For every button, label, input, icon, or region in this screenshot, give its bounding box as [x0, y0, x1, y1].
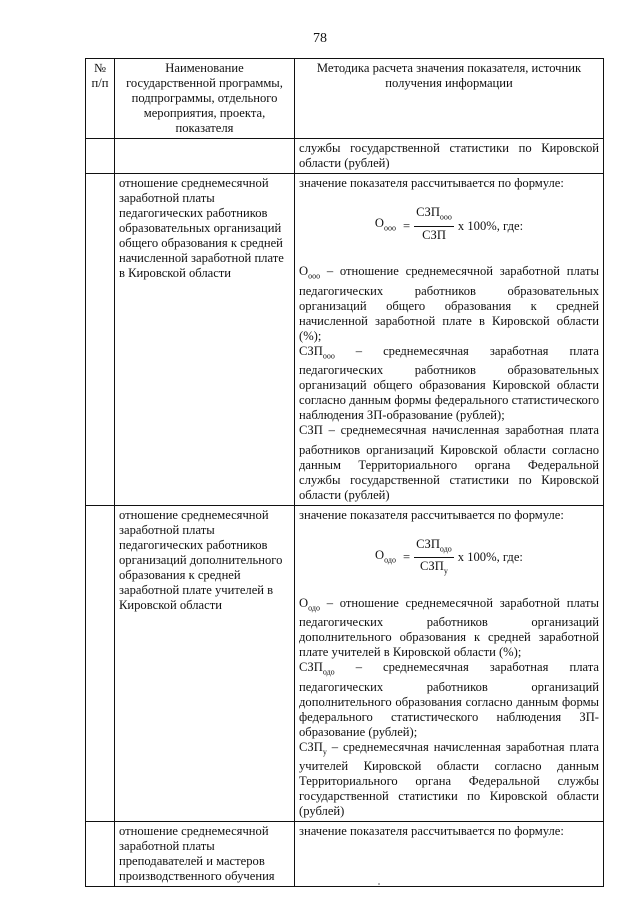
- cell-num: [86, 139, 115, 174]
- cell-num: [86, 174, 115, 506]
- cell-method: [295, 174, 604, 506]
- table-row: [86, 505, 604, 822]
- cell-method: [295, 822, 604, 887]
- formula-intro: значение показателя рассчитывается по формуле:: [299, 176, 564, 190]
- table-row-continuation: [86, 139, 604, 174]
- formula-denominator: $СЗП_у$: [420, 559, 448, 576]
- formula-lhs: $О_{ооо}$: [374, 216, 396, 233]
- formula-equals: =: [403, 550, 411, 565]
- definition: $СЗП_{ооо}$ – среднемесячная заработная плата педагогических работников образовательных организаций общего образования Кировской области согласно данным формы федерального статистического наблюдения ЗП-образование (рублей);: [299, 343, 599, 423]
- indicator-name: отношение среднемесячной заработной платы педагогических работников образовательных организаций общего образования к средней начисленной заработной плате в Кировской области: [115, 174, 295, 506]
- page-number: 78: [313, 31, 327, 46]
- definition: $СЗП_{одо}$ – среднемесячная заработная плата педагогических работников организаций дополнительного образования согласно данным формы федерального статистического наблюдения ЗП-образование (рублей);: [299, 660, 599, 739]
- scan-speck: [378, 883, 380, 885]
- definition: СЗП – среднемесячная начисленная заработная плата работников организаций Кировской области согласно данным Территориального органа Федеральной службы государственной статистики по Кировской области (рублей): [299, 423, 599, 502]
- table-row: [86, 174, 604, 506]
- indicator-table: [85, 58, 604, 887]
- header-method: Методика расчета значения показателя, источник получения информации: [295, 59, 604, 139]
- formula-rest: х 100%, где:: [457, 218, 524, 233]
- indicator-name: отношение среднемесячной заработной платы педагогических работников организаций дополнительного образования к средней заработной плате учителей в Кировской области: [115, 505, 295, 822]
- definition: $О_{ооо}$ – отношение среднемесячной заработной платы педагогических работников образовательных организаций общего образования к средней начисленной заработной плате в Кировской области (%);: [299, 264, 599, 343]
- definition: $СЗП_у$ – среднемесячная начисленная заработная плата учителей Кировской области согласно данным Территориального органа Федеральной службы государственной статистики по Кировской области (рублей): [299, 739, 599, 819]
- table-row: [86, 822, 604, 887]
- formula-rest: х 100%, где:: [457, 550, 523, 565]
- formula-numerator: $СЗП_{одо}$: [414, 537, 454, 559]
- formula-lhs: $О_{одо}$: [375, 547, 396, 565]
- cell-name: [115, 139, 295, 174]
- definition: $О_{одо}$ – отношение среднемесячной заработной платы педагогических работников организаций дополнительного образования к средней заработной плате учителей в Кировской области (%);: [299, 595, 599, 660]
- formula-fraction: [414, 205, 454, 247]
- cell-num: [86, 505, 115, 822]
- cell-method: [295, 505, 604, 822]
- table-header-row: [86, 59, 604, 139]
- formula: [299, 205, 599, 247]
- cell-method-continuation: службы государственной статистики по Кировской области (рублей): [295, 139, 604, 174]
- header-num: № п/п: [86, 59, 115, 139]
- header-name: Наименование государственной программы, подпрограммы, отдельного мероприятия, проекта, показателя: [115, 59, 295, 139]
- indicator-name: отношение среднемесячной заработной платы преподавателей и мастеров производственного обучения: [115, 822, 295, 887]
- cell-num: [86, 822, 115, 887]
- formula-intro: значение показателя рассчитывается по формуле:: [299, 507, 564, 522]
- formula-fraction: [414, 537, 454, 579]
- formula-equals: =: [403, 218, 411, 233]
- formula-numerator: $СЗП_{ооо}$: [414, 205, 454, 227]
- formula-intro: значение показателя рассчитывается по формуле:: [299, 824, 564, 839]
- formula: [299, 537, 599, 579]
- formula-denominator: СЗП: [422, 227, 446, 242]
